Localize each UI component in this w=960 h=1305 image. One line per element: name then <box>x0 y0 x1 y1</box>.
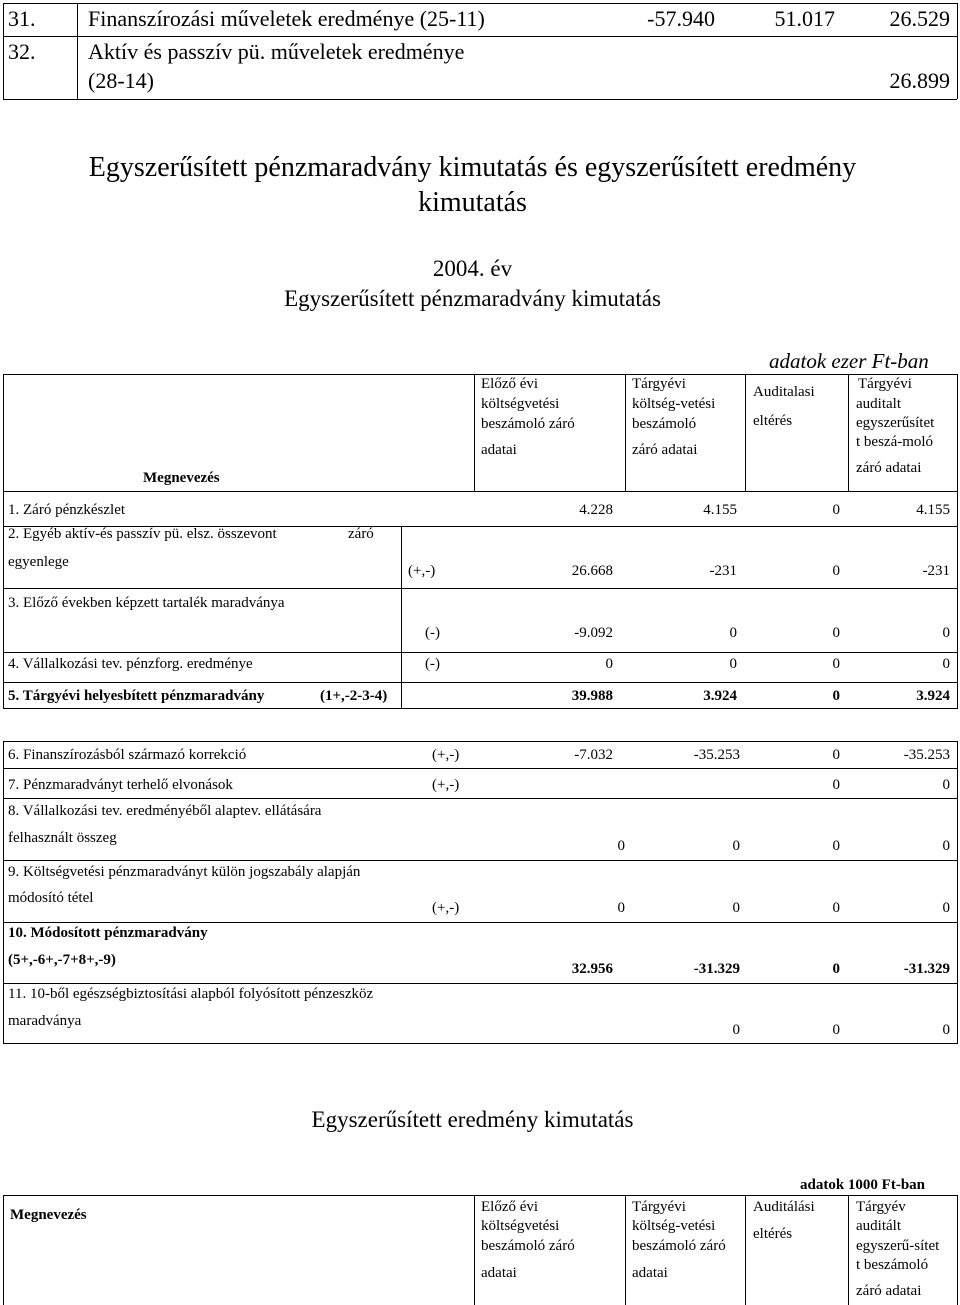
row-label: 8. Vállalkozási tev. eredményéből alaptev. ellátására <box>8 803 322 819</box>
header-col1: Előző évi <box>481 376 539 392</box>
value: 0 <box>832 747 840 763</box>
value: 0 <box>942 1022 950 1038</box>
header-col3: Auditalasi <box>753 384 815 400</box>
header-col4: záró adatai <box>856 1283 922 1299</box>
sign: (1+,-2-3-4) <box>320 688 388 704</box>
row-number: 32. <box>8 39 36 64</box>
header-col4: auditált <box>856 1218 901 1234</box>
main-title: Egyszerűsített pénzmaradvány kimutatás és egyszerűsített eredmény <box>88 152 857 183</box>
value: 0 <box>832 563 840 579</box>
header-col1: beszámoló záró <box>481 1238 575 1254</box>
row-label-cont: (5+,-6+,-7+8+,-9) <box>8 952 116 968</box>
value: 0 <box>617 838 625 854</box>
header-name: Megnevezés <box>143 470 220 486</box>
row-label: 11. 10-ből egészségbiztosítási alapból folyósított pénzeszköz <box>8 986 374 1002</box>
row-label-cont: felhasznált összeg <box>8 830 117 846</box>
value: 0 <box>732 900 740 916</box>
value: 0 <box>942 777 950 793</box>
header-col1: adatai <box>481 442 517 458</box>
header-col4: auditalt <box>856 396 901 412</box>
value: 39.988 <box>571 688 613 704</box>
row-label: 6. Finanszírozásból származó korrekció <box>8 747 247 763</box>
value: -7.032 <box>574 747 613 763</box>
header-col1: Előző évi <box>481 1199 539 1215</box>
row-label: Finanszírozási műveletek eredménye (25-11) <box>88 6 485 31</box>
header-col4: egyszerű-sítet <box>856 1238 940 1254</box>
value: 3.924 <box>916 688 950 704</box>
value: -57.940 <box>647 6 715 31</box>
header-col3: eltérés <box>753 413 793 429</box>
sign: (+,-) <box>408 563 436 579</box>
row-label-cont: módosító tétel <box>8 890 94 906</box>
row-number: 31. <box>8 6 36 31</box>
header-col2: Tárgyévi <box>632 1199 686 1215</box>
value: 26.529 <box>889 6 950 31</box>
row-label: 1. Záró pénzkészlet <box>8 502 126 518</box>
value: 0 <box>942 838 950 854</box>
header-col1: adatai <box>481 1265 517 1281</box>
row-label: Aktív és passzív pü. műveletek eredménye <box>88 39 465 64</box>
section-title: Egyszerűsített eredmény kimutatás <box>311 1107 634 1132</box>
value: 0 <box>732 838 740 854</box>
header-col2: záró adatai <box>632 442 698 458</box>
header-col3: eltérés <box>753 1226 793 1242</box>
value: 51.017 <box>774 6 835 31</box>
header-col4: t beszá-moló <box>856 434 934 450</box>
row-label: 10. Módosított pénzmaradvány <box>8 925 208 941</box>
value: 4.155 <box>703 502 737 518</box>
value: 0 <box>942 625 950 641</box>
sign: (-) <box>425 625 440 641</box>
value: 0 <box>832 502 840 518</box>
value: 0 <box>729 656 737 672</box>
value: 0 <box>732 1022 740 1038</box>
value: -31.329 <box>693 961 740 977</box>
value: 0 <box>832 688 840 704</box>
row-label: 5. Tárgyévi helyesbített pénzmaradvány <box>8 688 265 704</box>
value: 0 <box>832 900 840 916</box>
header-col1: beszámoló záró <box>481 416 575 432</box>
value: 3.924 <box>703 688 737 704</box>
header-col3: Auditálási <box>753 1199 815 1215</box>
sub-title: Egyszerűsített pénzmaradvány kimutatás <box>284 286 661 311</box>
header-col2: Tárgyévi <box>632 376 686 392</box>
row-label-extra: záró <box>348 526 374 542</box>
header-col1: költségvetési <box>481 396 560 412</box>
row-label-cont: (28-14) <box>88 68 154 93</box>
unit-note: adatok 1000 Ft-ban <box>800 1177 926 1193</box>
sign: (+,-) <box>432 777 460 793</box>
header-name: Megnevezés <box>10 1207 87 1223</box>
main-title-cont: kimutatás <box>418 187 527 218</box>
header-col4: Tárgyév <box>856 1199 906 1215</box>
header-col2: költség-vetési <box>632 396 716 412</box>
row-label: 4. Vállalkozási tev. pénzforg. eredménye <box>8 656 253 672</box>
value: -35.253 <box>903 747 950 763</box>
header-col2: beszámoló záró <box>632 1238 726 1254</box>
value: 0 <box>942 900 950 916</box>
row-label: 3. Előző években képzett tartalék maradványa <box>8 595 285 611</box>
value: 0 <box>729 625 737 641</box>
value: -31.329 <box>903 961 950 977</box>
year-label: 2004. év <box>432 256 513 281</box>
header-col4: t beszámoló <box>856 1257 929 1273</box>
header-col4: Tárgyévi <box>858 376 912 392</box>
row-label: 2. Egyéb aktív-és passzív pü. elsz. összevont <box>8 526 277 542</box>
value: -9.092 <box>574 625 613 641</box>
header-col4: záró adatai <box>856 460 922 476</box>
unit-note: adatok ezer Ft-ban <box>769 349 929 373</box>
value: 0 <box>832 625 840 641</box>
value: -35.253 <box>693 747 740 763</box>
sign: (+,-) <box>432 900 460 916</box>
row-label-cont: egyenlege <box>8 554 69 570</box>
header-col1: költségvetési <box>481 1218 560 1234</box>
value: -231 <box>709 563 737 579</box>
value: 0 <box>942 656 950 672</box>
sign: (-) <box>425 656 440 672</box>
value: 0 <box>832 656 840 672</box>
value: 26.668 <box>571 563 613 579</box>
value: 0 <box>832 1022 840 1038</box>
value: 0 <box>832 777 840 793</box>
value: 4.228 <box>579 502 613 518</box>
row-label-cont: maradványa <box>8 1013 82 1029</box>
value: 0 <box>605 656 613 672</box>
row-label: 9. Költségvetési pénzmaradványt külön jogszabály alapján <box>8 864 361 880</box>
value: 0 <box>617 900 625 916</box>
value: 32.956 <box>571 961 613 977</box>
value: 0 <box>832 838 840 854</box>
value: 4.155 <box>916 502 950 518</box>
header-col4: egyszerűsítet <box>856 415 935 431</box>
header-col2: költség-vetési <box>632 1218 716 1234</box>
value: -231 <box>922 563 950 579</box>
header-col2: beszámoló <box>632 416 697 432</box>
row-label: 7. Pénzmaradványt terhelő elvonások <box>8 777 233 793</box>
value: 26.899 <box>889 68 950 93</box>
value: 0 <box>832 961 840 977</box>
sign: (+,-) <box>432 747 460 763</box>
header-col2: adatai <box>632 1265 668 1281</box>
